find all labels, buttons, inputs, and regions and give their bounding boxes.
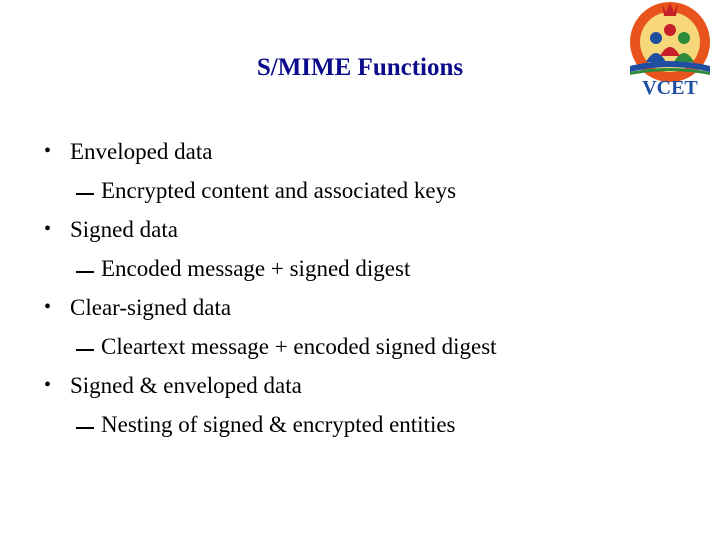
en-dash-icon — [76, 171, 94, 210]
bullet-dot-icon: • — [44, 374, 52, 396]
logo-wordmark: VCET — [642, 77, 698, 99]
bullet-dot-icon: • — [44, 296, 52, 318]
bullet-text: Enveloped data — [70, 139, 213, 164]
en-dash-icon — [76, 405, 94, 444]
list-item — [44, 366, 704, 405]
logo-person-head-2 — [678, 32, 690, 44]
bullet-text: Signed data — [70, 217, 178, 242]
sub-list-item — [44, 171, 704, 210]
logo-person-head-3 — [664, 24, 676, 36]
bullet-dot-icon: • — [44, 140, 52, 162]
sub-list-item — [44, 249, 704, 288]
en-dash-icon — [76, 249, 94, 288]
sub-bullet-text: Encrypted content and associated keys — [101, 178, 457, 203]
list-item — [44, 132, 704, 171]
sub-list-item — [44, 405, 704, 444]
bullet-dot-icon: • — [44, 218, 52, 240]
bullet-list — [44, 132, 704, 444]
bullet-text: Signed & enveloped data — [70, 373, 302, 398]
list-item — [44, 288, 704, 327]
sub-list-item — [44, 327, 704, 366]
vcet-logo-icon — [616, 0, 720, 100]
bullet-text: Clear-signed data — [70, 295, 232, 320]
en-dash-icon — [76, 327, 94, 366]
logo-graphic — [616, 0, 720, 100]
logo-person-head-1 — [650, 32, 662, 44]
sub-bullet-text: Encoded message + signed digest — [101, 256, 411, 281]
list-item — [44, 210, 704, 249]
slide-title: S/MIME Functions — [256, 54, 464, 81]
sub-bullet-text: Cleartext message + encoded signed digest — [101, 334, 497, 359]
sub-bullet-text: Nesting of signed & encrypted entities — [101, 412, 456, 437]
